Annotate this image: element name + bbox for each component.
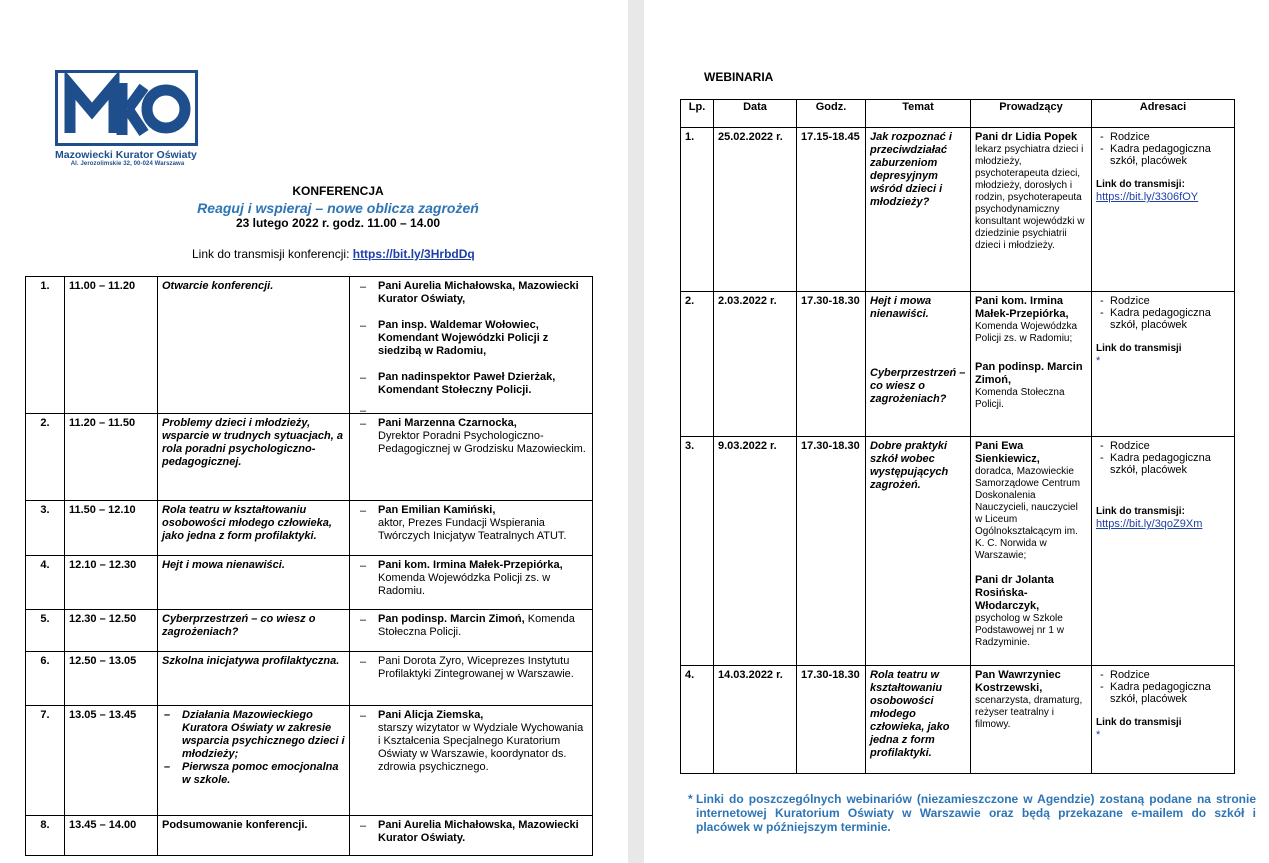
agenda-time: 12.10 – 12.30: [65, 556, 158, 610]
agenda-topic: Otwarcie konferencji.: [158, 277, 350, 414]
webinar-addressees: [1092, 128, 1235, 292]
webinar-num: 4.: [681, 666, 714, 774]
agenda-num: 6.: [26, 652, 65, 706]
webinar-date: 14.03.2022 r.: [714, 666, 797, 774]
speaker-item: [354, 280, 588, 306]
transmission-label: Link do transmisji:: [1096, 179, 1185, 190]
webinar-date: 9.03.2022 r.: [714, 437, 797, 666]
leader-desc: Komenda Stołeczna Policji.: [975, 387, 1065, 410]
webinars-title: WEBINARIA: [704, 70, 774, 84]
mko-logo-icon: [58, 73, 195, 143]
agenda-speakers: [350, 501, 593, 556]
webinar-num: 2.: [681, 292, 714, 437]
agenda-speakers: [350, 652, 593, 706]
agenda-speakers: [350, 414, 593, 501]
speaker-item: [354, 371, 588, 397]
transmission-label: Link do transmisji:: [1096, 506, 1185, 517]
agenda-topic: Cyberprzestrzeń – co wiesz o zagrożeniach?: [158, 610, 350, 652]
webinar-date: 25.02.2022 r.: [714, 128, 797, 292]
agenda-time: 11.00 – 11.20: [65, 277, 158, 414]
agenda-time: 11.20 – 11.50: [65, 414, 158, 501]
transmission-link[interactable]: https://bit.ly/3306fOY: [1096, 191, 1199, 203]
topic-item: – Pierwsza pomoc emocjonalna w szkole.: [162, 761, 345, 787]
addressee-item: - Rodzice: [1096, 440, 1230, 452]
agenda-time: 13.05 – 13.45: [65, 706, 158, 816]
footnote-star: *: [688, 792, 693, 806]
speaker-item: [354, 655, 588, 681]
webinar-addressees: [1092, 292, 1235, 437]
leader-name: Pani kom. Irmina Małek-Przepiórka,: [975, 295, 1069, 320]
logo-mark: [55, 70, 198, 146]
agenda-speakers: [350, 556, 593, 610]
table-row: [26, 556, 593, 610]
speaker-item: [354, 417, 588, 456]
agenda-table: [25, 276, 593, 856]
webinar-topic: Rola teatru w kształtowaniu osobowości młodego człowieka, jako jedna z form profilaktyki.: [866, 666, 971, 774]
table-row: [681, 292, 1235, 437]
table-row: [26, 501, 593, 556]
speaker-name: Pani Aurelia Michałowska, Mazowiecki Kurator Oświaty.: [378, 819, 579, 844]
addressee-item: - Rodzice: [1096, 669, 1230, 681]
transmission-placeholder: *: [1096, 729, 1101, 741]
agenda-time: 11.50 – 12.10: [65, 501, 158, 556]
leader-name: Pani Ewa Sienkiewicz,: [975, 440, 1040, 465]
speaker-name: Pani Aurelia Michałowska, Mazowiecki Kurator Oświaty,: [378, 280, 579, 305]
table-row: [26, 414, 593, 501]
webinar-addressees: [1092, 437, 1235, 666]
speaker-desc: starszy wizytator w Wydziale Wychowania i Kształcenia Specjalnego Kuratorium Oświaty w Warszawie, koordynator ds. zdrowia psychicznego.: [378, 722, 584, 773]
conference-link-line: [192, 247, 475, 261]
agenda-num: 8.: [26, 816, 65, 856]
agenda-num: 7.: [26, 706, 65, 816]
agenda-time: 13.45 – 14.00: [65, 816, 158, 856]
addressee-item: - Rodzice: [1096, 295, 1230, 307]
speaker-desc: Pani Dorota Zyro, Wiceprezes Instytutu Profilaktyki Zintegrowanej w Warszawie.: [378, 655, 574, 680]
leader-desc: doradca, Mazowieckie Samorządowe Centrum Doskonalenia Nauczycieli, nauczyciel w Liceum Ogólnokształcącym im. K. C. Norwida w Warszawie;: [975, 466, 1081, 561]
speaker-item-empty: [354, 404, 588, 410]
agenda-topic: Podsumowanie konferencji.: [158, 816, 350, 856]
webinar-leaders: [971, 437, 1092, 666]
agenda-num: 2.: [26, 414, 65, 501]
table-row: [26, 816, 593, 856]
col-header: Adresaci: [1092, 100, 1235, 128]
agenda-num: 1.: [26, 277, 65, 414]
table-row: [26, 277, 593, 414]
webinar-date: 2.03.2022 r.: [714, 292, 797, 437]
addressee-item: - Rodzice: [1096, 131, 1230, 143]
logo-address: Al. Jerozolimskie 32, 00-024 Warszawa: [70, 161, 185, 167]
agenda-speakers: [350, 706, 593, 816]
speaker-name: Pani Alicja Ziemska,: [378, 709, 484, 721]
agenda-time: 12.30 – 12.50: [65, 610, 158, 652]
agenda-num: 5.: [26, 610, 65, 652]
speaker-name: Pan nadinspektor Paweł Dzierżak, Komendant Stołeczny Policji.: [378, 371, 556, 396]
webinar-topic-1: Hejt i mowa nienawiści.: [870, 295, 932, 320]
webinar-topic: [866, 292, 971, 437]
speaker-item: [354, 504, 588, 543]
addressee-item: - Kadra pedagogiczna szkół, placówek: [1096, 307, 1230, 331]
transmission-placeholder: *: [1096, 355, 1101, 367]
webinar-topic-2: Cyberprzestrzeń – co wiesz o zagrożeniach?: [870, 367, 966, 405]
topic-item: – Działania Mazowieckiego Kuratora Oświaty w zakresie wsparcia psychicznego dzieci i młodzieży;: [162, 709, 345, 761]
col-header: Prowadzący: [971, 100, 1092, 128]
col-header: Godz.: [797, 100, 866, 128]
agenda-num: 3.: [26, 501, 65, 556]
speaker-item: [354, 819, 588, 845]
speaker-name: Pan Emilian Kamiński,: [378, 504, 496, 516]
speaker-name: Pani Marzenna Czarnocka,: [378, 417, 517, 429]
webinars-table: [680, 99, 1235, 774]
agenda-topic: [158, 706, 350, 816]
speaker-item: [354, 559, 588, 598]
transmission-link[interactable]: https://bit.ly/3qoZ9Xm: [1096, 518, 1203, 530]
conference-link-prefix: Link do transmisji konferencji:: [192, 247, 353, 261]
speaker-name: Pan podinsp. Marcin Zimoń,: [378, 613, 525, 625]
agenda-speakers: [350, 277, 593, 414]
leader-desc: scenarzysta, dramaturg, reżyser teatralny i filmowy.: [975, 695, 1083, 730]
webinar-num: 1.: [681, 128, 714, 292]
speaker-desc: aktor, Prezes Fundacji Wspierania Twórczych Inicjatyw Teatralnych ATUT.: [378, 517, 567, 542]
speaker-name: Pani kom. Irmina Małek-Przepiórka,: [378, 559, 563, 571]
leader-name: Pan Wawrzyniec Kostrzewski,: [975, 669, 1061, 694]
speaker-desc: Dyrektor Poradni Psychologiczno-Pedagogicznej w Grodzisku Mazowieckim.: [378, 430, 586, 455]
webinar-time: 17.30-18.30: [797, 666, 866, 774]
table-row: [681, 128, 1235, 292]
agenda-topic: Szkolna inicjatywa profilaktyczna.: [158, 652, 350, 706]
logo: [55, 70, 200, 167]
webinar-leaders: [971, 666, 1092, 774]
addressee-item: - Kadra pedagogiczna szkół, placówek: [1096, 681, 1230, 705]
conference-label: KONFERENCJA: [292, 184, 384, 198]
speaker-name: Pan insp. Waldemar Wołowiec, Komendant Wojewódzki Policji z siedzibą w Radomiu,: [378, 319, 549, 357]
agenda-speakers: [350, 610, 593, 652]
footnote-text: Linki do poszczególnych webinariów (niezamieszczone w Agendzie) zostaną podane na stronie internetowej Kuratorium Oświaty w Warszawie oraz będą przekazane e-mailem do szkół i placówek w późniejszym terminie.: [696, 792, 1256, 834]
webinar-num: 3.: [681, 437, 714, 666]
addressee-item: - Kadra pedagogiczna szkół, placówek: [1096, 452, 1230, 476]
webinar-addressees: [1092, 666, 1235, 774]
col-header: Lp.: [681, 100, 714, 128]
table-row: [681, 666, 1235, 774]
footnote: [688, 792, 1256, 834]
speaker-item: [354, 613, 588, 639]
speaker-item: [354, 709, 588, 774]
agenda-topic: Rola teatru w kształtowaniu osobowości młodego człowieka, jako jedna z form profilaktyki.: [158, 501, 350, 556]
leader-desc: Komenda Wojewódzka Policji zs. w Radomiu;: [975, 321, 1078, 344]
addressee-item: - Kadra pedagogiczna szkół, placówek: [1096, 143, 1230, 167]
leader-name: Pani dr Jolanta Rosińska-Włodarczyk,: [975, 574, 1054, 612]
conference-title: Reaguj i wspieraj – nowe oblicza zagrożeń: [197, 200, 479, 216]
webinar-leaders: [971, 128, 1092, 292]
leader-name: Pani dr Lidia Popek: [975, 131, 1078, 143]
page-right: [644, 0, 1269, 863]
table-row: [26, 706, 593, 816]
webinar-leaders: [971, 292, 1092, 437]
leader-desc: psycholog w Szkole Podstawowej nr 1 w Radzyminie.: [975, 613, 1064, 648]
speaker-item: [354, 319, 588, 358]
conference-link[interactable]: https://bit.ly/3HrbdDq: [352, 247, 475, 261]
webinar-time: 17.15-18.45: [797, 128, 866, 292]
webinar-topic: Dobre praktyki szkół wobec występujących zagrożeń.: [866, 437, 971, 666]
logo-caption: Mazowiecki Kurator Oświaty: [55, 149, 197, 161]
webinar-time: 17.30-18.30: [797, 437, 866, 666]
table-row: [681, 437, 1235, 666]
table-row: [26, 610, 593, 652]
speaker-desc: Komenda Wojewódzka Policji zs. w Radomiu.: [378, 572, 551, 597]
table-row: [26, 652, 593, 706]
agenda-topic: Problemy dzieci i młodzieży, wsparcie w trudnych sytuacjach, a rola poradni psychologiczno-pedagogicznej.: [158, 414, 350, 501]
page-left: [0, 0, 628, 863]
col-header: Data: [714, 100, 797, 128]
agenda-topic: Hejt i mowa nienawiści.: [158, 556, 350, 610]
agenda-speakers: [350, 816, 593, 856]
agenda-num: 4.: [26, 556, 65, 610]
conference-date: 23 lutego 2022 r. godz. 11.00 – 14.00: [235, 216, 441, 230]
webinar-time: 17.30-18.30: [797, 292, 866, 437]
leader-name: Pan podinsp. Marcin Zimoń,: [975, 361, 1083, 386]
col-header: Temat: [866, 100, 971, 128]
transmission-label: Link do transmisji: [1096, 343, 1182, 354]
leader-desc: lekarz psychiatra dzieci i młodzieży, psychoterapeuta dzieci, młodzieży, dorosłych i rodzin, psychoterapeuta psychodynamiczny konsultant wojewódzki w dziedzinie psychiatrii dzieci i młodzieży.: [975, 144, 1085, 251]
transmission-label: Link do transmisji: [1096, 717, 1182, 728]
webinar-topic: Jak rozpoznać i przeciwdziałać zaburzeniom depresyjnym wśród dzieci i młodzieży?: [866, 128, 971, 292]
speaker-desc: Komenda Stołeczna Policji.: [378, 613, 575, 638]
agenda-time: 12.50 – 13.05: [65, 652, 158, 706]
table-header-row: [681, 100, 1235, 128]
